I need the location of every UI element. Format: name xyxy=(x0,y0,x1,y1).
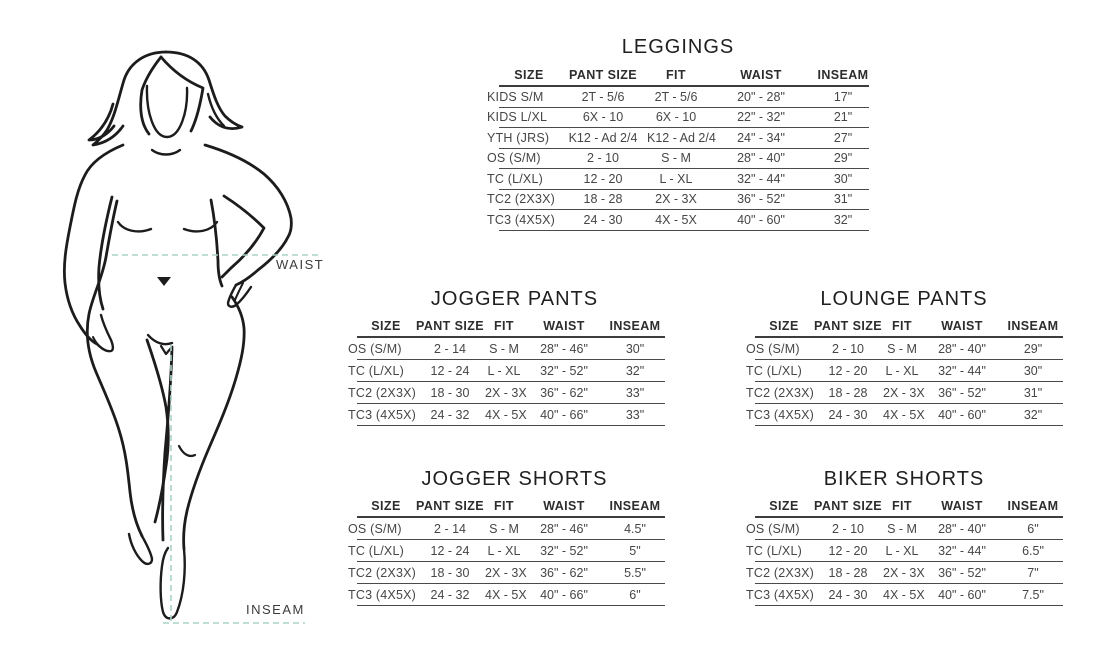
size-cell: 12 - 20 xyxy=(828,363,868,378)
size-cell: K12 - Ad 2/4 xyxy=(647,130,716,145)
size-cell: 27" xyxy=(833,130,853,145)
size-cell: L - XL xyxy=(885,543,919,558)
size-cell: 32" - 44" xyxy=(938,363,986,378)
header-row xyxy=(755,316,1063,337)
size-cell: 36" - 62" xyxy=(540,565,588,580)
size-row xyxy=(755,404,1063,426)
size-cell: 33" xyxy=(625,407,645,422)
header-row xyxy=(357,496,665,517)
size-cell: 12 - 24 xyxy=(430,543,470,558)
size-cell: TC2 (2X3X) xyxy=(746,565,814,580)
size-row xyxy=(357,562,665,584)
size-cell: 6X - 10 xyxy=(582,110,624,125)
size-cell: 36" - 52" xyxy=(737,192,785,207)
section-jogger-pants xyxy=(348,288,665,426)
size-cell: 29" xyxy=(1023,341,1043,356)
header-row xyxy=(755,496,1063,517)
leggings-size-table xyxy=(487,65,869,231)
size-cell: 12 - 20 xyxy=(828,543,868,558)
column-header: SIZE xyxy=(371,319,401,333)
size-cell: 5.5" xyxy=(624,565,646,580)
section-title-jogger-pants: JOGGER PANTS xyxy=(430,288,599,310)
size-cell: 12 - 20 xyxy=(583,171,623,186)
column-header: WAIST xyxy=(740,68,782,82)
size-cell: TC3 (4X5X) xyxy=(348,407,416,422)
size-row xyxy=(357,517,665,540)
size-cell: L - XL xyxy=(885,363,919,378)
size-cell: 40" - 60" xyxy=(938,407,986,422)
size-row xyxy=(755,517,1063,540)
section-title-leggings: LEGGINGS xyxy=(621,36,735,58)
size-cell: 2T - 5/6 xyxy=(581,89,625,104)
size-cell: 4X - 5X xyxy=(883,407,925,422)
size-cell: 2 - 14 xyxy=(434,521,466,536)
size-cell: 28" - 46" xyxy=(540,341,588,356)
section-title-lounge-pants: LOUNGE PANTS xyxy=(820,288,988,310)
column-header: FIT xyxy=(892,319,912,333)
size-cell: TC (L/XL) xyxy=(746,363,802,378)
jogger-pants-size-table xyxy=(348,316,665,426)
size-cell: OS (S/M) xyxy=(746,341,800,356)
column-header: INSEAM xyxy=(1007,499,1059,513)
size-cell: TC3 (4X5X) xyxy=(746,407,814,422)
size-cell: TC (L/XL) xyxy=(348,543,404,558)
size-cell: 4.5" xyxy=(624,521,646,536)
size-cell: 2X - 3X xyxy=(655,192,697,207)
size-cell: OS (S/M) xyxy=(487,151,541,166)
size-cell: 30" xyxy=(625,341,645,356)
column-header: FIT xyxy=(666,68,686,82)
size-cell: 36" - 52" xyxy=(938,565,986,580)
column-header: SIZE xyxy=(769,319,799,333)
size-row xyxy=(357,404,665,426)
size-row xyxy=(499,128,869,149)
size-cell: 24" - 34" xyxy=(737,130,785,145)
biker-shorts-size-table xyxy=(746,496,1063,606)
size-cell: YTH (JRS) xyxy=(487,130,550,145)
column-header: INSEAM xyxy=(817,68,869,82)
size-cell: TC2 (2X3X) xyxy=(487,192,555,207)
size-row xyxy=(755,337,1063,360)
size-cell: TC3 (4X5X) xyxy=(746,587,814,602)
size-row xyxy=(755,540,1063,562)
size-cell: 36" - 52" xyxy=(938,385,986,400)
size-cell: 33" xyxy=(625,385,645,400)
size-cell: TC (L/XL) xyxy=(487,171,543,186)
size-cell: 24 - 32 xyxy=(430,587,470,602)
size-cell: 2 - 10 xyxy=(832,521,864,536)
size-row xyxy=(357,382,665,404)
size-row xyxy=(755,562,1063,584)
size-row xyxy=(357,584,665,606)
column-header: PANT SIZE xyxy=(569,68,637,82)
column-header: WAIST xyxy=(941,319,983,333)
body-figure-illustration xyxy=(0,0,330,660)
section-jogger-shorts xyxy=(348,468,665,606)
header-row xyxy=(357,316,665,337)
column-header: WAIST xyxy=(543,319,585,333)
size-cell: TC (L/XL) xyxy=(348,363,404,378)
size-cell: 7" xyxy=(1027,565,1039,580)
column-header: PANT SIZE xyxy=(416,499,484,513)
column-header: FIT xyxy=(494,319,514,333)
size-cell: 2 - 10 xyxy=(832,341,864,356)
size-cell: 32" - 44" xyxy=(938,543,986,558)
size-cell: KIDS S/M xyxy=(487,89,544,104)
size-row xyxy=(499,107,869,128)
size-cell: TC3 (4X5X) xyxy=(487,212,555,227)
size-cell: TC3 (4X5X) xyxy=(348,587,416,602)
column-header: PANT SIZE xyxy=(814,499,882,513)
column-header: WAIST xyxy=(941,499,983,513)
size-row xyxy=(755,360,1063,382)
size-cell: 2X - 3X xyxy=(485,385,527,400)
size-cell: 4X - 5X xyxy=(883,587,925,602)
size-cell: 20" - 28" xyxy=(737,89,785,104)
size-row xyxy=(499,169,869,190)
column-header: WAIST xyxy=(543,499,585,513)
size-cell: 32" - 52" xyxy=(540,363,588,378)
size-row xyxy=(357,337,665,360)
column-header: SIZE xyxy=(514,68,544,82)
size-cell: S - M xyxy=(489,521,519,536)
size-row xyxy=(499,148,869,169)
size-cell: 31" xyxy=(833,192,853,207)
size-cell: 32" - 44" xyxy=(737,171,785,186)
size-cell: L - XL xyxy=(487,363,521,378)
size-cell: TC2 (2X3X) xyxy=(746,385,814,400)
size-cell: OS (S/M) xyxy=(746,521,800,536)
size-cell: 7.5" xyxy=(1022,587,1044,602)
size-cell: 2X - 3X xyxy=(485,565,527,580)
size-cell: 4X - 5X xyxy=(485,407,527,422)
column-header: FIT xyxy=(494,499,514,513)
size-cell: OS (S/M) xyxy=(348,521,402,536)
size-cell: S - M xyxy=(887,341,917,356)
size-cell: 40" - 66" xyxy=(540,587,588,602)
size-cell: 40" - 66" xyxy=(540,407,588,422)
size-cell: 28" - 40" xyxy=(938,521,986,536)
size-cell: 2X - 3X xyxy=(883,385,925,400)
size-cell: KIDS L/XL xyxy=(487,110,548,125)
size-cell: S - M xyxy=(887,521,917,536)
waist-label: WAIST xyxy=(276,257,325,272)
size-cell: 6X - 10 xyxy=(655,110,697,125)
size-cell: 32" - 52" xyxy=(540,543,588,558)
size-cell: 2X - 3X xyxy=(883,565,925,580)
size-cell: S - M xyxy=(661,151,691,166)
column-header: PANT SIZE xyxy=(416,319,484,333)
size-cell: 6" xyxy=(1027,521,1039,536)
size-cell: 24 - 30 xyxy=(583,212,623,227)
lounge-pants-size-table xyxy=(746,316,1063,426)
size-cell: 32" xyxy=(833,212,853,227)
size-row xyxy=(357,360,665,382)
size-cell: 2T - 5/6 xyxy=(654,89,698,104)
size-cell: 32" xyxy=(625,363,645,378)
size-cell: TC2 (2X3X) xyxy=(348,565,416,580)
body-outline xyxy=(64,52,291,618)
size-cell: 18 - 28 xyxy=(828,565,868,580)
size-cell: 4X - 5X xyxy=(485,587,527,602)
column-header: SIZE xyxy=(769,499,799,513)
column-header: SIZE xyxy=(371,499,401,513)
size-cell: 31" xyxy=(1023,385,1043,400)
measurement-guides xyxy=(112,255,318,623)
size-cell: 24 - 32 xyxy=(430,407,470,422)
section-biker-shorts xyxy=(746,468,1062,606)
size-row xyxy=(499,210,869,231)
size-cell: TC2 (2X3X) xyxy=(348,385,416,400)
size-row xyxy=(755,584,1063,606)
inseam-label: INSEAM xyxy=(246,602,305,617)
size-cell: TC (L/XL) xyxy=(746,543,802,558)
size-cell: L - XL xyxy=(487,543,521,558)
size-cell: 30" xyxy=(1023,363,1043,378)
size-cell: 24 - 30 xyxy=(828,407,868,422)
size-cell: 29" xyxy=(833,151,853,166)
size-cell: 2 - 10 xyxy=(587,151,619,166)
column-header: INSEAM xyxy=(1007,319,1059,333)
size-cell: OS (S/M) xyxy=(348,341,402,356)
size-cell: K12 - Ad 2/4 xyxy=(568,130,638,145)
size-cell: 40" - 60" xyxy=(938,587,986,602)
column-header: PANT SIZE xyxy=(814,319,882,333)
size-cell: 30" xyxy=(833,171,853,186)
size-cell: 40" - 60" xyxy=(737,212,785,227)
section-leggings xyxy=(487,36,869,231)
size-cell: 6" xyxy=(629,587,641,602)
size-cell: 21" xyxy=(833,110,853,125)
navel-mark xyxy=(157,277,171,286)
size-cell: 2 - 14 xyxy=(434,341,466,356)
column-header: INSEAM xyxy=(609,319,661,333)
size-row xyxy=(499,86,869,107)
size-cell: 18 - 28 xyxy=(828,385,868,400)
size-cell: 4X - 5X xyxy=(655,212,697,227)
size-row xyxy=(755,382,1063,404)
size-cell: 18 - 28 xyxy=(583,192,623,207)
size-cell: 22" - 32" xyxy=(737,110,785,125)
size-cell: L - XL xyxy=(659,171,693,186)
column-header: FIT xyxy=(892,499,912,513)
column-header: INSEAM xyxy=(609,499,661,513)
size-cell: 5" xyxy=(629,543,641,558)
size-cell: 17" xyxy=(833,89,853,104)
size-cell: 18 - 30 xyxy=(430,385,470,400)
section-title-biker-shorts: BIKER SHORTS xyxy=(823,468,985,490)
size-cell: 18 - 30 xyxy=(430,565,470,580)
size-row xyxy=(357,540,665,562)
size-row xyxy=(499,189,869,210)
section-lounge-pants xyxy=(746,288,1062,426)
size-cell: 12 - 24 xyxy=(430,363,470,378)
jogger-shorts-size-table xyxy=(348,496,665,606)
size-cell: 32" xyxy=(1023,407,1043,422)
size-cell: 28" - 40" xyxy=(737,151,785,166)
body-figure xyxy=(0,0,330,660)
size-cell: 36" - 62" xyxy=(540,385,588,400)
size-cell: S - M xyxy=(489,341,519,356)
size-cell: 28" - 40" xyxy=(938,341,986,356)
size-cell: 6.5" xyxy=(1022,543,1044,558)
header-row xyxy=(499,65,869,86)
size-cell: 24 - 30 xyxy=(828,587,868,602)
size-cell: 28" - 46" xyxy=(540,521,588,536)
section-title-jogger-shorts: JOGGER SHORTS xyxy=(421,468,608,490)
